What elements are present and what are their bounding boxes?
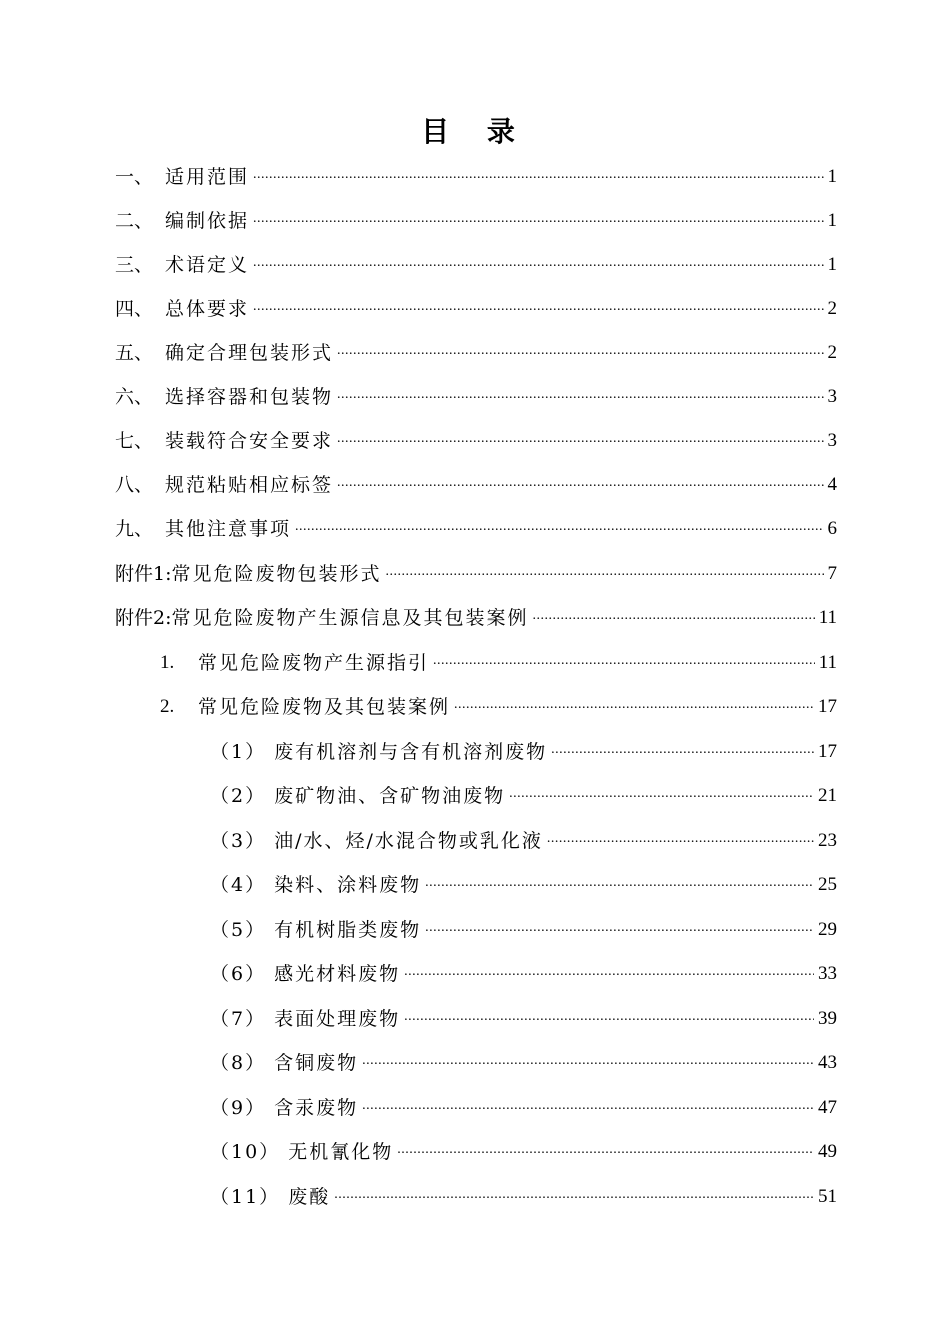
toc-leader-dots xyxy=(433,650,815,676)
toc-entry-title: 油/水、烃/水混合物或乳化液 xyxy=(274,830,543,852)
toc-entry[interactable] xyxy=(115,552,837,596)
toc-entry-page: 47 xyxy=(818,1097,837,1118)
toc-leader-dots xyxy=(337,472,823,498)
toc-entry-title: 常见危险废物及其包装案例 xyxy=(198,696,451,718)
toc-leader-dots xyxy=(533,605,815,631)
toc-entry-page: 1 xyxy=(827,210,837,231)
toc-entry-page: 33 xyxy=(818,963,837,984)
toc-leader-dots xyxy=(425,872,814,898)
toc-entry-title: 含汞废物 xyxy=(274,1097,359,1119)
toc-entry-page: 4 xyxy=(827,474,837,495)
toc-entry-title: 适用范围 xyxy=(165,166,250,188)
toc-entry-page: 2 xyxy=(827,298,837,319)
toc-entry-title: 规范粘贴相应标签 xyxy=(165,474,334,496)
toc-entry[interactable] xyxy=(210,1041,837,1085)
toc-entry-page: 7 xyxy=(827,563,837,584)
toc-entry[interactable] xyxy=(160,685,837,729)
toc-entry[interactable] xyxy=(115,375,837,419)
toc-entry-page: 1 xyxy=(827,254,837,275)
toc-entry[interactable] xyxy=(210,774,837,818)
toc-leader-dots xyxy=(253,164,823,190)
toc-leader-dots xyxy=(362,1095,814,1121)
toc-entry-page: 3 xyxy=(827,386,837,407)
toc-entry-number: 九、 xyxy=(115,518,154,540)
toc-entry-title: 有机树脂类废物 xyxy=(274,919,422,941)
toc-entry[interactable] xyxy=(160,641,837,685)
toc-entry-number: 1. xyxy=(160,652,175,673)
toc-entry-number: （7） xyxy=(210,1008,267,1030)
toc-entry-page: 25 xyxy=(818,874,837,895)
toc-leader-dots xyxy=(454,694,814,720)
toc-entry-page: 6 xyxy=(827,518,837,539)
toc-leader-dots xyxy=(547,828,814,854)
toc-entry[interactable] xyxy=(210,863,837,907)
toc-entry-number: （6） xyxy=(210,963,267,985)
toc-entry[interactable] xyxy=(210,730,837,774)
toc-entry[interactable] xyxy=(115,463,837,507)
toc-entry-number: 一、 xyxy=(115,166,154,188)
toc-entry-number: 附件1: xyxy=(115,563,172,585)
toc-entry-number: （9） xyxy=(210,1097,267,1119)
toc-entry-title: 无机氰化物 xyxy=(288,1141,394,1163)
toc-entry-number: 2. xyxy=(160,696,175,717)
toc-entry[interactable] xyxy=(115,243,837,287)
toc-entry-page: 39 xyxy=(818,1008,837,1029)
toc-entry-number: 七、 xyxy=(115,430,154,452)
toc-entry-page: 29 xyxy=(818,919,837,940)
toc-leader-dots xyxy=(397,1139,814,1165)
toc-leader-dots xyxy=(404,961,814,987)
toc-entry[interactable] xyxy=(115,199,837,243)
toc-leader-dots xyxy=(253,252,823,278)
toc-leader-dots xyxy=(386,561,824,587)
toc-entry-title: 总体要求 xyxy=(165,298,250,320)
toc-entry-title: 其他注意事项 xyxy=(165,518,292,540)
toc-leader-dots xyxy=(253,208,823,234)
toc-leader-dots xyxy=(509,783,814,809)
toc-entry[interactable] xyxy=(210,819,837,863)
toc-entry-number: 八、 xyxy=(115,474,154,496)
toc-entry-number: 六、 xyxy=(115,386,154,408)
toc-entry-page: 1 xyxy=(827,166,837,187)
toc-entry-title: 选择容器和包装物 xyxy=(165,386,334,408)
toc-entry[interactable] xyxy=(210,997,837,1041)
toc-entry-number: （1） xyxy=(210,741,267,763)
toc-entry[interactable] xyxy=(115,596,837,640)
toc-leader-dots xyxy=(551,739,814,765)
toc-title: 目 录 xyxy=(421,115,529,148)
toc-entry-title: 染料、涂料废物 xyxy=(274,874,422,896)
toc-entry-page: 51 xyxy=(818,1186,837,1207)
toc-entry-page: 11 xyxy=(818,607,837,628)
toc-entry-number: （4） xyxy=(210,874,267,896)
toc-entry-page: 49 xyxy=(818,1141,837,1162)
toc-entry-number: （3） xyxy=(210,830,267,852)
toc-entry-title: 术语定义 xyxy=(165,254,250,276)
toc-entry-title: 表面处理废物 xyxy=(274,1008,401,1030)
toc-entry-number: （11） xyxy=(210,1186,281,1208)
toc-entry-title: 确定合理包装形式 xyxy=(165,342,334,364)
toc-entry[interactable] xyxy=(115,155,837,199)
toc-leader-dots xyxy=(337,340,823,366)
toc-leader-dots xyxy=(404,1006,814,1032)
toc-entry-title: 编制依据 xyxy=(165,210,250,232)
toc-leader-dots xyxy=(362,1050,814,1076)
toc-entry-number: （8） xyxy=(210,1052,267,1074)
toc-entry[interactable] xyxy=(210,908,837,952)
toc-entry-page: 21 xyxy=(818,785,837,806)
toc-entry-title: 感光材料废物 xyxy=(274,963,401,985)
toc-entry-title: 常见危险废物产生源信息及其包装案例 xyxy=(171,607,529,629)
toc-entry-page: 43 xyxy=(818,1052,837,1073)
toc-entry-page: 17 xyxy=(818,741,837,762)
toc-entry[interactable] xyxy=(210,952,837,996)
toc-entry-page: 11 xyxy=(818,652,837,673)
toc-entry-title: 废酸 xyxy=(288,1186,331,1208)
toc-entry[interactable] xyxy=(115,287,837,331)
toc-entry-title: 装载符合安全要求 xyxy=(165,430,334,452)
toc-entry[interactable] xyxy=(210,1130,837,1174)
toc-entry-number: 五、 xyxy=(115,342,154,364)
toc-entry-number: 四、 xyxy=(115,298,154,320)
toc-entry-number: 三、 xyxy=(115,254,154,276)
toc-leader-dots xyxy=(295,516,823,542)
toc-entry[interactable] xyxy=(115,507,837,551)
toc-entry-page: 2 xyxy=(827,342,837,363)
toc-leader-dots xyxy=(334,1184,814,1210)
toc-entry[interactable] xyxy=(115,331,837,375)
toc-entry-page: 23 xyxy=(818,830,837,851)
toc-entry-title: 含铜废物 xyxy=(274,1052,359,1074)
toc-entry[interactable] xyxy=(210,1175,837,1219)
toc-entry-number: （2） xyxy=(210,785,267,807)
toc-entry-number: 附件2: xyxy=(115,607,172,629)
toc-entry-title: 常见危险废物包装形式 xyxy=(171,563,382,585)
toc-leader-dots xyxy=(337,428,823,454)
toc-leader-dots xyxy=(337,384,823,410)
toc-entry-title: 废矿物油、含矿物油废物 xyxy=(274,785,506,807)
toc-entry-page: 3 xyxy=(827,430,837,451)
toc-entry-number: （5） xyxy=(210,919,267,941)
toc-entry-number: 二、 xyxy=(115,210,154,232)
toc-leader-dots xyxy=(425,917,814,943)
toc-entry-number: （10） xyxy=(210,1141,281,1163)
toc-entry[interactable] xyxy=(210,1086,837,1130)
toc-entry-title: 废有机溶剂与含有机溶剂废物 xyxy=(274,741,548,763)
toc-entry[interactable] xyxy=(115,419,837,463)
toc-entry-title: 常见危险废物产生源指引 xyxy=(198,652,430,674)
toc-leader-dots xyxy=(253,296,823,322)
toc-entry-page: 17 xyxy=(818,696,837,717)
